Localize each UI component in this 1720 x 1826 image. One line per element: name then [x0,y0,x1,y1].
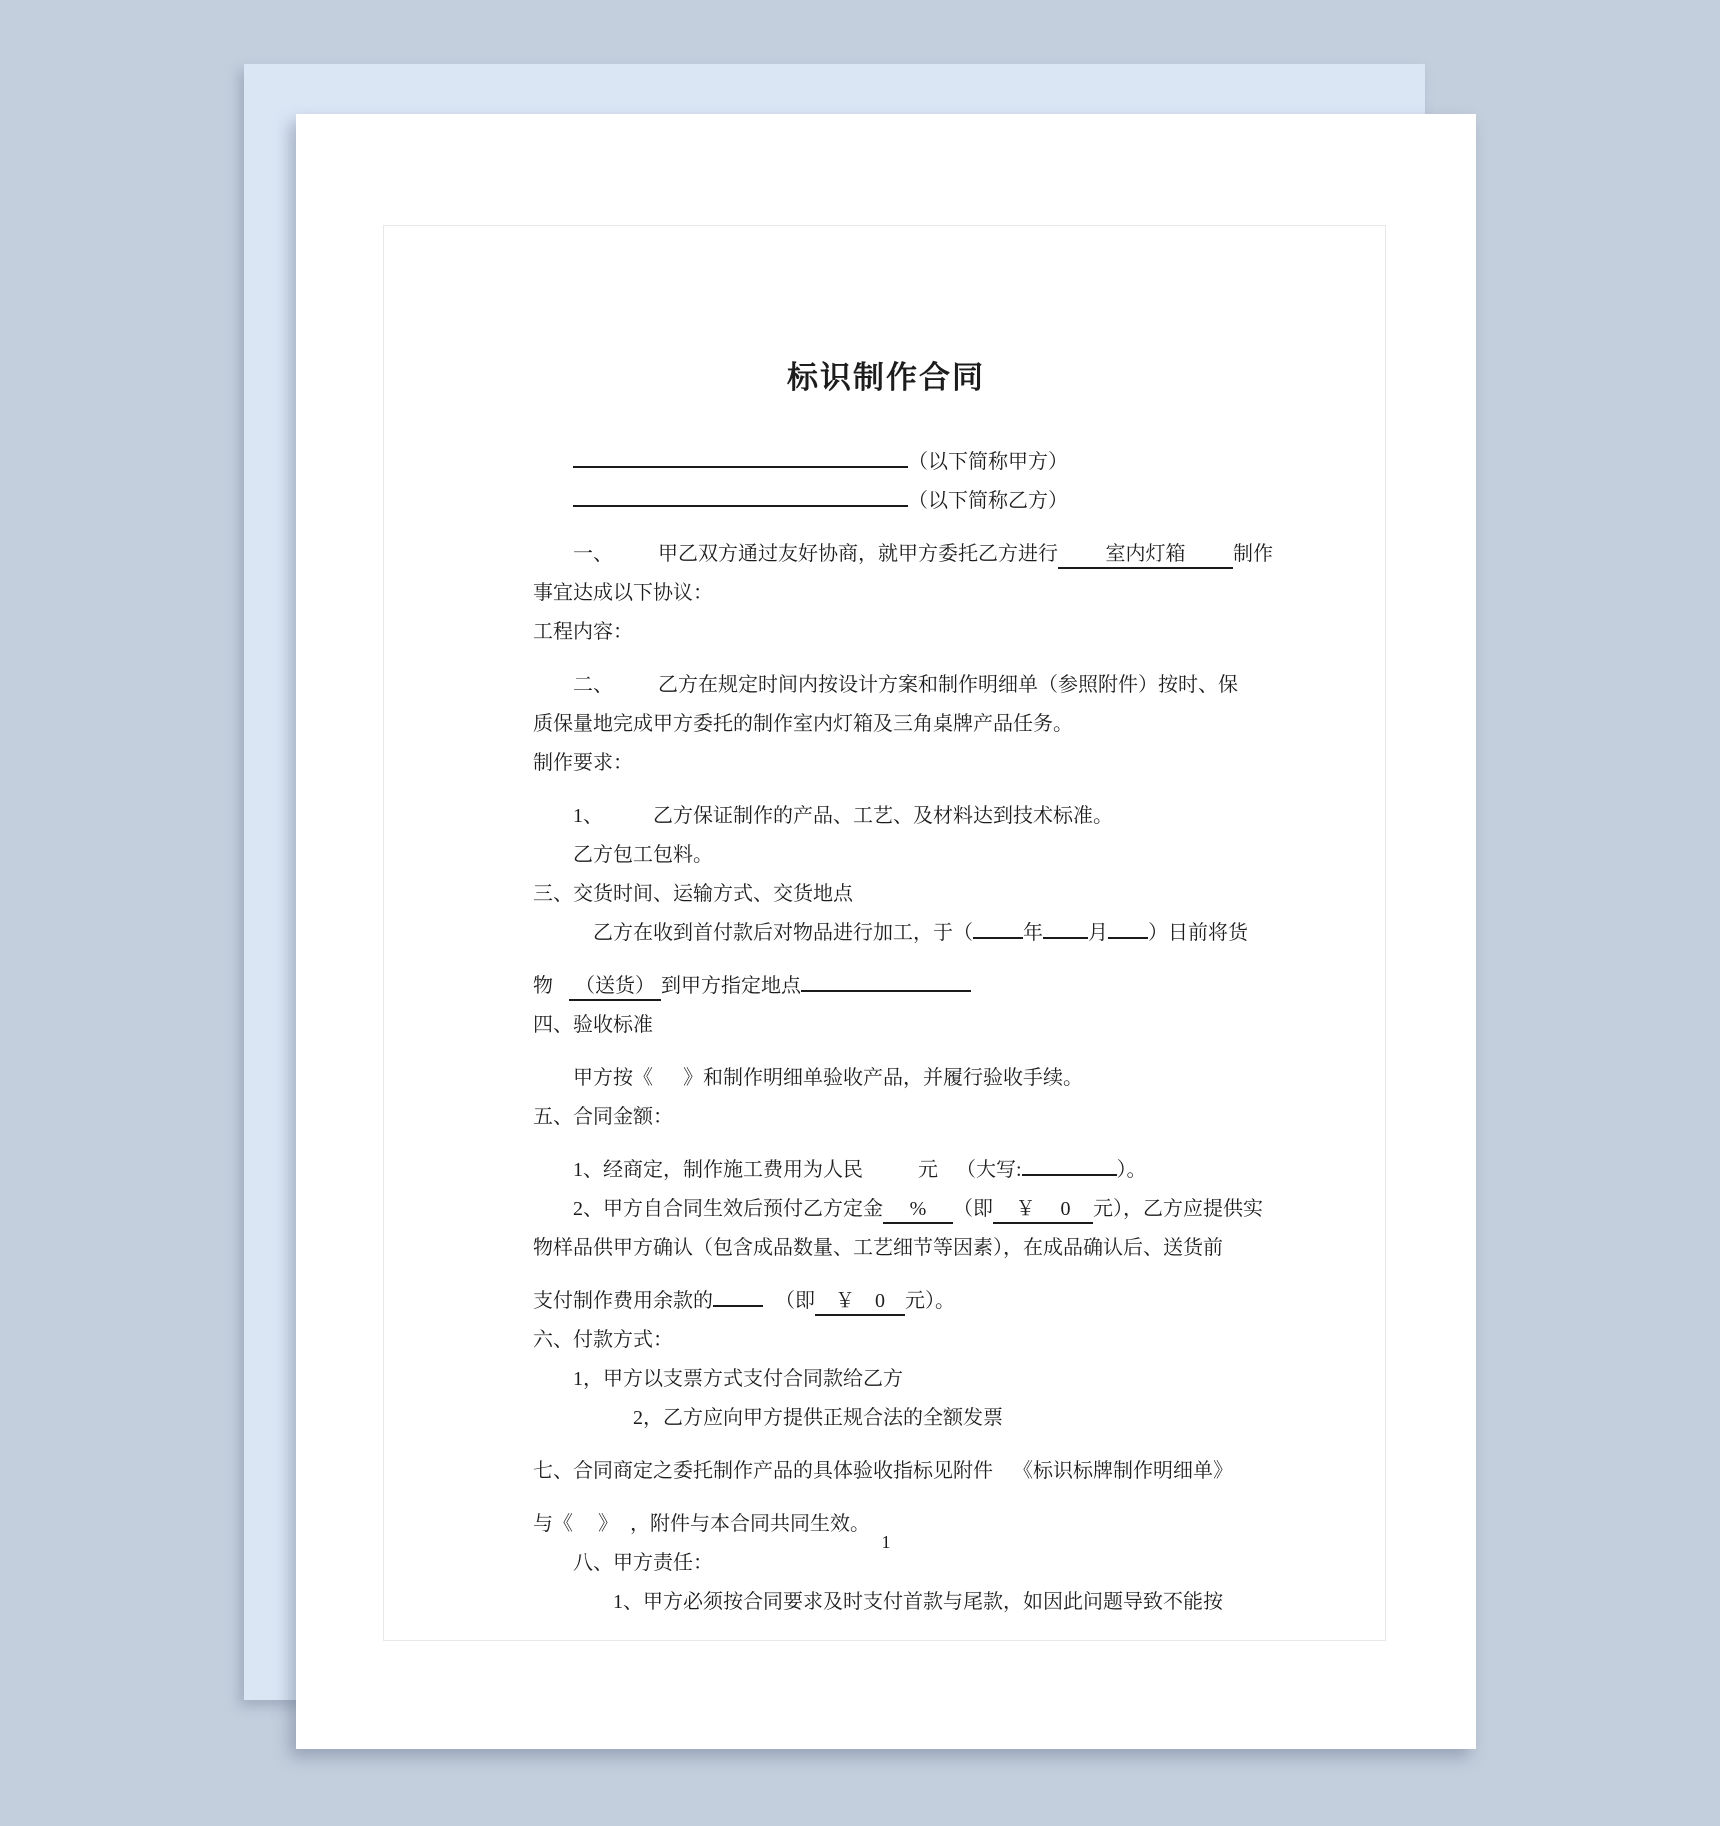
spacer [603,783,653,822]
doc-body [533,443,1273,1622]
blank-underline [801,990,971,992]
doc-line-clause-2b [533,705,1245,744]
spacer [993,1438,1013,1477]
text-segment: 四、验收标准 [533,1014,653,1036]
text-segment: ）日前将货 [1148,922,1248,944]
spacer [763,1268,775,1307]
doc-line-clause-4 [533,1006,1245,1045]
doc-line-clause-5-1 [533,1137,1245,1190]
text-segment: 月 [1088,922,1108,944]
text-segment: ）。 [1116,1159,1147,1181]
text-segment: 元 [918,1159,938,1181]
doc-line-req-1 [533,783,1245,836]
text-segment: 工程内容： [533,621,633,643]
text-segment: 物样品供甲方确认（包含成品数量、工艺细节等因素），在成品确认后、送货前 [533,1237,1223,1259]
text-segment: 1、甲方必须按合同要求及时支付首款与尾款，如因此问题导致不能按 [613,1591,1223,1613]
text-segment: 甲方按《 [573,1067,653,1089]
text-segment: 》 [598,1513,618,1535]
doc-line-clause-5-2 [533,1190,1263,1229]
doc-line-clause-7 [533,1438,1245,1491]
text-segment: 》和制作明细单验收产品，并履行验收手续。 [683,1067,1083,1089]
document-title: 标识制作合同 [787,360,985,395]
text-segment: （即 [775,1290,815,1312]
blank-underline [1043,937,1088,939]
doc-line-production-req [533,744,1245,783]
text-segment: 八、甲方责任： [573,1552,713,1574]
doc-line-clause-6-2 [533,1399,1245,1438]
filled-blank-underline: ￥ 0 [993,1196,1093,1224]
text-segment: （以下简称乙方） [908,490,1068,512]
doc-line-party-a [533,443,1245,482]
text-segment: （以下简称甲方） [908,451,1068,473]
text-segment: 事宜达成以下协议： [533,582,713,604]
blank-underline [1108,937,1148,939]
blank-underline [573,505,908,507]
text-segment: 二、 [573,674,613,696]
text-segment: （即 [953,1198,993,1220]
text-segment: ，附件与本合同共同生效。 [630,1513,870,1535]
text-segment: 一、 [573,543,613,565]
spacer [613,521,658,560]
spacer [553,953,569,992]
text-segment: 三、交货时间、运输方式、交货地点 [533,883,853,905]
blank-underline [973,937,1023,939]
doc-line-clause-6 [533,1321,1245,1360]
blank-underline [1022,1174,1117,1176]
text-segment: 《标识标牌制作明细单》 [1013,1460,1233,1482]
text-segment: 乙方在规定时间内按设计方案和制作明细单（参照附件）按时、保 [658,674,1238,696]
spacer [573,1491,598,1530]
doc-line-clause-2 [533,652,1245,705]
contract-page [296,114,1476,1749]
text-segment: 到甲方指定地点 [661,975,801,997]
text-segment: 甲乙双方通过友好协商，就甲方委托乙方进行 [658,543,1058,565]
text-segment: 2，乙方应向甲方提供正规合法的全额发票 [633,1407,1003,1429]
text-segment: 质保量地完成甲方委托的制作室内灯箱及三角桌牌产品任务。 [533,713,1073,735]
text-segment: 物 [533,975,553,997]
spacer [863,1137,918,1176]
text-segment: 1、经商定，制作施工费用为人民 [573,1159,863,1181]
text-segment: 1，甲方以支票方式支付合同款给乙方 [573,1368,903,1390]
doc-line-party-b [533,482,1245,521]
text-segment: 年 [1023,922,1043,944]
text-segment: 乙方保证制作的产品、工艺、及材料达到技术标准。 [653,805,1113,827]
text-segment: 制作 [1233,543,1273,565]
blank-underline [713,1305,763,1307]
text-segment: （大写: [956,1159,1022,1181]
page-number: 1 [881,1532,891,1552]
doc-line-clause-1 [533,521,1273,574]
blank-underline [573,466,908,468]
doc-line-clause-5 [533,1098,1245,1137]
spacer [653,1045,683,1084]
text-segment: 制作要求： [533,752,633,774]
doc-line-clause-5-2c [533,1268,1245,1321]
text-segment: 乙方在收到首付款后对物品进行加工，于（ [593,922,973,944]
doc-line-clause-4a [533,1045,1245,1098]
text-segment: 七、合同商定之委托制作产品的具体验收指标见附件 [533,1460,993,1482]
doc-line-clause-1b [533,574,1245,613]
doc-line-clause-6-1 [533,1360,1245,1399]
text-segment: 与《 [533,1513,573,1535]
filled-blank-underline: ￥ 0 [815,1288,905,1316]
doc-line-clause-5-2b [533,1229,1245,1268]
filled-blank-underline: （送货） [569,973,661,1001]
doc-line-clause-3b [533,953,1245,1006]
text-segment: 五、合同金额： [533,1106,673,1128]
text-segment: 乙方包工包料。 [573,844,713,866]
text-segment: 2、甲方自合同生效后预付乙方定金 [573,1198,883,1220]
doc-line-req-2 [533,836,1245,875]
spacer [613,652,658,691]
text-segment: 1、 [573,805,603,827]
filled-blank-underline: % [883,1196,953,1224]
text-segment: 支付制作费用余款的 [533,1290,713,1312]
doc-line-clause-8-1 [533,1583,1245,1622]
spacer [618,1491,630,1530]
text-segment: 元），乙方应提供实 [1093,1198,1263,1220]
doc-line-clause-3 [533,875,1245,914]
doc-line-project-content [533,613,1245,652]
text-segment: 六、付款方式： [533,1329,673,1351]
text-segment: 元）。 [905,1290,955,1312]
spacer [938,1137,956,1176]
doc-line-clause-3a [533,914,1248,953]
filled-blank-underline: 室内灯箱 [1058,541,1233,569]
